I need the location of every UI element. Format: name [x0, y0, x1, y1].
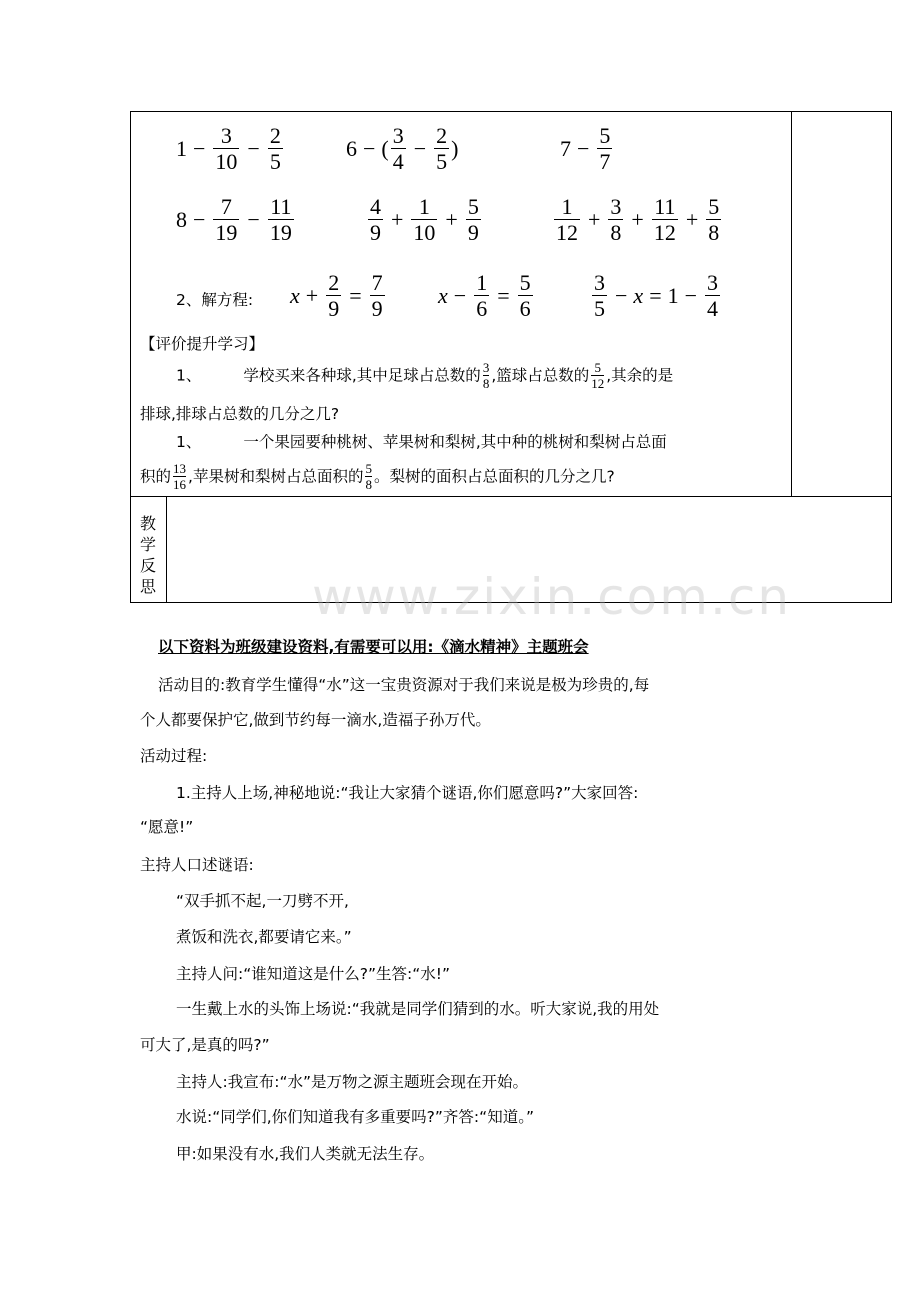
article-line: 主持人:我宣布:“水”是万物之源主题班会现在开始。 [176, 1073, 529, 1091]
equals: = [349, 283, 362, 308]
reflection-char: 思 [139, 577, 156, 596]
equation-1 [290, 264, 387, 328]
table-border-left [130, 111, 131, 603]
article-line: 主持人口述谜语: [140, 856, 254, 874]
article-heading: 以下资料为班级建设资料,有需要可以用:《滴水精神》主题班会 [158, 638, 589, 656]
article-line: 个人都要保护它,做到节约每一滴水,造福子孙万代。 [140, 711, 491, 729]
number: 1 [176, 136, 187, 161]
expression-1 [176, 117, 285, 181]
fraction: $\frac{3}{8}$ [482, 360, 490, 391]
equations-label: 2、解方程: [176, 291, 254, 309]
question-text: ,篮球占总数的 [491, 366, 590, 385]
paren: ( [381, 136, 389, 161]
number: 8 [176, 207, 187, 232]
article-line: “双手抓不起,一刀劈不开, [176, 892, 349, 910]
article-line: 甲:如果没有水,我们人类就无法生存。 [176, 1145, 435, 1163]
variable: x [290, 283, 300, 308]
table-border-right [891, 111, 892, 603]
question-1-line-1 [176, 361, 673, 391]
fraction: $\frac{5}{6}$ [519, 269, 531, 321]
operator: − [247, 136, 260, 161]
watermark: www.zixin.com.cn [312, 568, 792, 626]
question-text: 学校买来各种球,其中足球占总数的 [243, 366, 481, 385]
article-line: 活动目的:教育学生懂得“水”这一宝贵资源对于我们来说是极为珍贵的,每 [158, 676, 650, 694]
equation-2 [438, 264, 535, 328]
question-number: 1、 [176, 433, 202, 451]
operator: − [453, 283, 467, 308]
operator: − [684, 283, 698, 308]
expression-6 [552, 188, 723, 252]
reflection-char: 反 [139, 556, 156, 575]
expression-5 [366, 188, 483, 252]
fraction: $\frac{2}{5}$ [269, 122, 281, 174]
operator: − [247, 207, 260, 232]
article-line: 煮饭和洗衣,都要请它来。” [176, 928, 352, 946]
operator: + [631, 207, 644, 232]
fraction: $\frac{3}{8}$ [610, 193, 622, 245]
fraction: $\frac{3}{4}$ [707, 269, 719, 321]
fraction: $\frac{1}{6}$ [476, 269, 488, 321]
equals: = [649, 283, 662, 308]
equals: = [497, 283, 510, 308]
operator: − [413, 136, 427, 161]
question-text: ,苹果树和梨树占总面积的 [188, 467, 364, 486]
fraction: $\frac{5}{7}$ [599, 122, 611, 174]
question-number: 1、 [176, 366, 202, 385]
article-line: 一生戴上水的头饰上场说:“我就是同学们猜到的水。听大家说,我的用处 [176, 1000, 660, 1018]
evaluation-title: 【评价提升学习】 [140, 335, 265, 353]
article-line: 1.主持人上场,神秘地说:“我让大家猜个谜语,你们愿意吗?”大家回答: [176, 784, 639, 802]
reflection-char: 学 [139, 535, 156, 554]
operator: − [615, 283, 628, 308]
fraction: $\frac{5}{8}$ [365, 461, 372, 492]
number: 7 [560, 136, 571, 161]
variable: x [633, 283, 644, 308]
operator: + [588, 207, 601, 232]
operator: − [577, 136, 590, 161]
fraction: $\frac{3}{4}$ [392, 122, 404, 174]
expression-3 [560, 117, 614, 181]
fraction: $\frac{11}{12}$ [653, 193, 676, 245]
article-line: 主持人问:“谁知道这是什么?”生答:“水!” [176, 965, 451, 983]
fraction: $\frac{7}{9}$ [371, 269, 383, 321]
fraction: $\frac{13}{16}$ [173, 461, 187, 492]
question-2-line-2 [140, 462, 615, 492]
paren: ) [451, 136, 459, 161]
fraction: $\frac{2}{9}$ [328, 269, 340, 321]
equation-3 [590, 264, 722, 328]
article-line: 活动过程: [140, 747, 208, 765]
question-1-line-2: 排球,排球占总数的几分之几? [140, 405, 340, 423]
question-text: 积的 [140, 467, 172, 486]
article-line: 水说:“同学们,你们知道我有多重要吗?”齐答:“知道。” [176, 1108, 534, 1126]
number: 1 [667, 283, 679, 308]
reflection-label-divider [166, 496, 167, 603]
operator: + [391, 207, 404, 232]
article-line: 可大了,是真的吗?” [140, 1036, 270, 1054]
number: 6 [346, 136, 357, 161]
operator: − [193, 136, 206, 161]
fraction: $\frac{1}{12}$ [556, 193, 578, 245]
fraction: $\frac{1}{10}$ [413, 193, 436, 245]
fraction: $\frac{4}{9}$ [370, 193, 381, 245]
fraction: $\frac{5}{9}$ [467, 193, 479, 245]
question-2-line-1 [176, 430, 667, 452]
fraction: $\frac{5}{12}$ [591, 360, 605, 391]
reflection-char: 教 [139, 514, 156, 533]
fraction: $\frac{11}{19}$ [269, 193, 292, 245]
operator: − [193, 207, 206, 232]
fraction: $\frac{3}{10}$ [215, 122, 238, 174]
expression-2 [346, 117, 459, 181]
operator: + [445, 207, 458, 232]
reflection-label [138, 513, 158, 597]
table-row-divider [130, 496, 892, 497]
operator: + [685, 207, 699, 232]
question-text: ,其余的是 [606, 366, 674, 385]
expression-4 [176, 188, 296, 252]
fraction: $\frac{3}{5}$ [594, 269, 605, 321]
fraction: $\frac{2}{5}$ [436, 122, 448, 174]
variable: x [438, 283, 448, 308]
operator: − [363, 136, 376, 161]
fraction: $\frac{5}{8}$ [708, 193, 720, 245]
question-text: 一个果园要种桃树、苹果树和梨树,其中种的桃树和梨树占总面 [243, 433, 667, 451]
table-inner-vertical [791, 111, 792, 496]
table-border-top [130, 111, 892, 112]
operator: + [305, 283, 319, 308]
fraction: $\frac{7}{19}$ [215, 193, 238, 245]
article-line: “愿意!” [140, 818, 194, 836]
question-text: 。梨树的面积占总面积的几分之几? [373, 467, 615, 486]
